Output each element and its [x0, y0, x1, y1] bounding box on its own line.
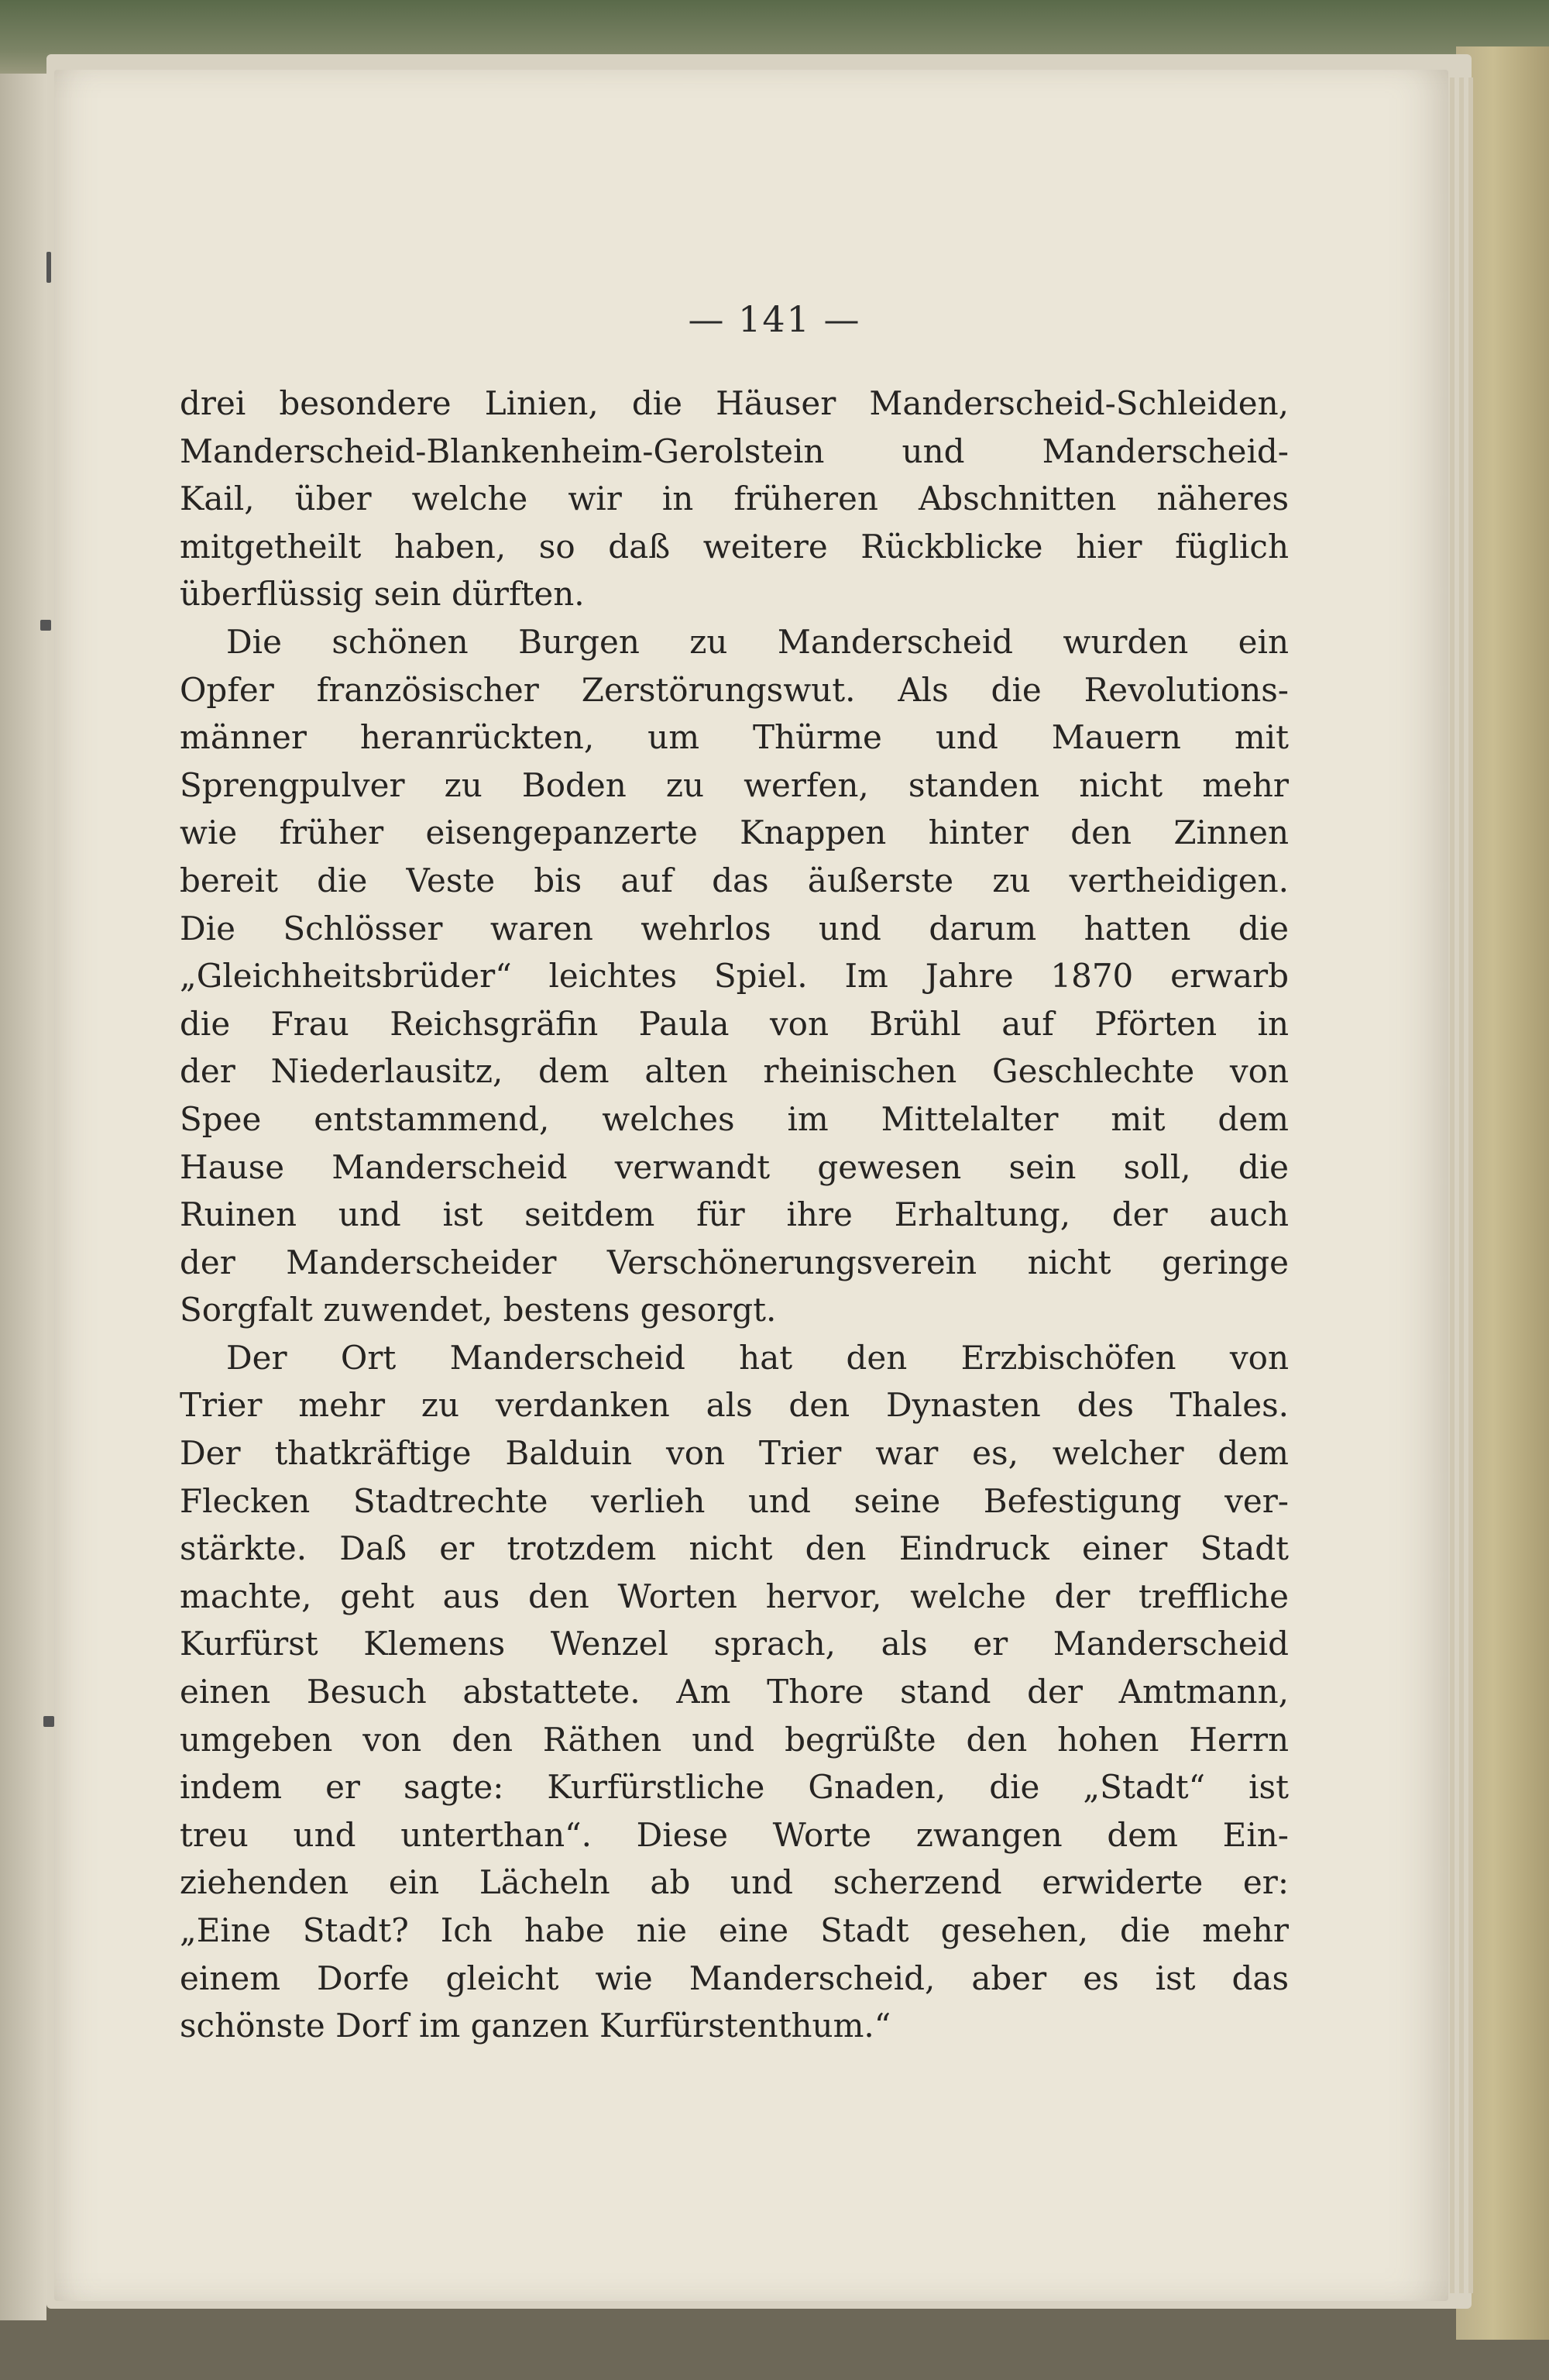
text-line: machte, geht aus den Worten hervor, welche der treffliche: [180, 1577, 1289, 1615]
text-line: Opfer französischer Zerstörungswut. Als die Revolutions-: [180, 670, 1289, 709]
text-line: die Frau Reichsgräfin Paula von Brühl auf Pförten in: [180, 1004, 1289, 1043]
text-line: Die schönen Burgen zu Manderscheid wurden ein: [226, 622, 1289, 661]
text-line: mitgetheilt haben, so daß weitere Rückblicke hier füglich: [180, 527, 1289, 566]
text-line: ziehenden ein Lächeln ab und scherzend erwiderte er:: [180, 1863, 1289, 1902]
text-line: indem er sagte: Kurfürstliche Gnaden, die „Stadt“ ist: [180, 1768, 1289, 1807]
text-line: umgeben von den Räthen und begrüßte den hohen Herrn: [180, 1720, 1289, 1759]
text-line: einem Dorfe gleicht wie Manderscheid, aber es ist das: [180, 1959, 1289, 1997]
text-line: Manderscheid-Blankenheim-Gerolstein und Manderscheid-: [180, 432, 1289, 470]
text-line: bereit die Veste bis auf das äußerste zu vertheidigen.: [180, 861, 1289, 899]
margin-mark: [40, 620, 51, 631]
page-edge-line: [1468, 77, 1473, 2293]
text-line: treu und unterthan“. Diese Worte zwangen dem Ein-: [180, 1815, 1289, 1854]
text-line: Kail, über welche wir in früheren Abschnitten näheres: [180, 480, 1289, 518]
text-line: Sorgfalt zuwendet, bestens gesorgt.: [180, 1291, 777, 1329]
text-line: Spee entstammend, welches im Mittelalter mit dem: [180, 1099, 1289, 1138]
margin-mark: [46, 252, 51, 283]
text-line: Die Schlösser waren wehrlos und darum hatten die: [180, 909, 1289, 948]
text-line: stärkte. Daß er trotzdem nicht den Eindruck einer Stadt: [180, 1529, 1289, 1568]
margin-mark: [43, 1716, 54, 1727]
text-line: „Eine Stadt? Ich habe nie eine Stadt gesehen, die mehr: [180, 1911, 1289, 1949]
text-line: Hause Manderscheid verwandt gewesen sein soll, die: [180, 1147, 1289, 1186]
text-line: Kurfürst Klemens Wenzel sprach, als er Manderscheid: [180, 1625, 1289, 1663]
text-line: Trier mehr zu verdanken als den Dynasten des Thales.: [180, 1386, 1289, 1425]
text-line: der Manderscheider Verschönerungsverein nicht geringe: [180, 1243, 1289, 1281]
text-line: schönste Dorf im ganzen Kurfürstenthum.“: [180, 2007, 891, 2045]
text-line: Sprengpulver zu Boden zu werfen, standen nicht mehr: [180, 765, 1289, 804]
page-number: — 141 —: [688, 298, 861, 340]
text-line: Ruinen und ist seitdem für ihre Erhaltung, der auch: [180, 1195, 1289, 1234]
text-line: „Gleichheitsbrüder“ leichtes Spiel. Im Jahre 1870 erwarb: [180, 957, 1289, 996]
page-edge-line: [1459, 77, 1464, 2293]
text-line: Der thatkräftige Balduin von Trier war es, welcher dem: [180, 1434, 1289, 1473]
text-line: überflüssig sein dürften.: [180, 575, 585, 614]
page-edge-line: [1450, 77, 1455, 2293]
text-line: wie früher eisengepanzerte Knappen hinter den Zinnen: [180, 813, 1289, 852]
text-line: einen Besuch abstattete. Am Thore stand der Amtmann,: [180, 1673, 1289, 1711]
facing-page-edge: [0, 74, 46, 2320]
text-line: der Niederlausitz, dem alten rheinischen Geschlechte von: [180, 1052, 1289, 1091]
text-line: Der Ort Manderscheid hat den Erzbischöfen von: [226, 1338, 1289, 1377]
body-text: [180, 380, 1289, 2050]
text-line: drei besondere Linien, die Häuser Manderscheid-Schleiden,: [180, 384, 1289, 422]
text-line: Flecken Stadtrechte verlieh und seine Befestigung ver-: [180, 1481, 1289, 1520]
text-line: männer heranrückten, um Thürme und Mauern mit: [180, 718, 1289, 757]
